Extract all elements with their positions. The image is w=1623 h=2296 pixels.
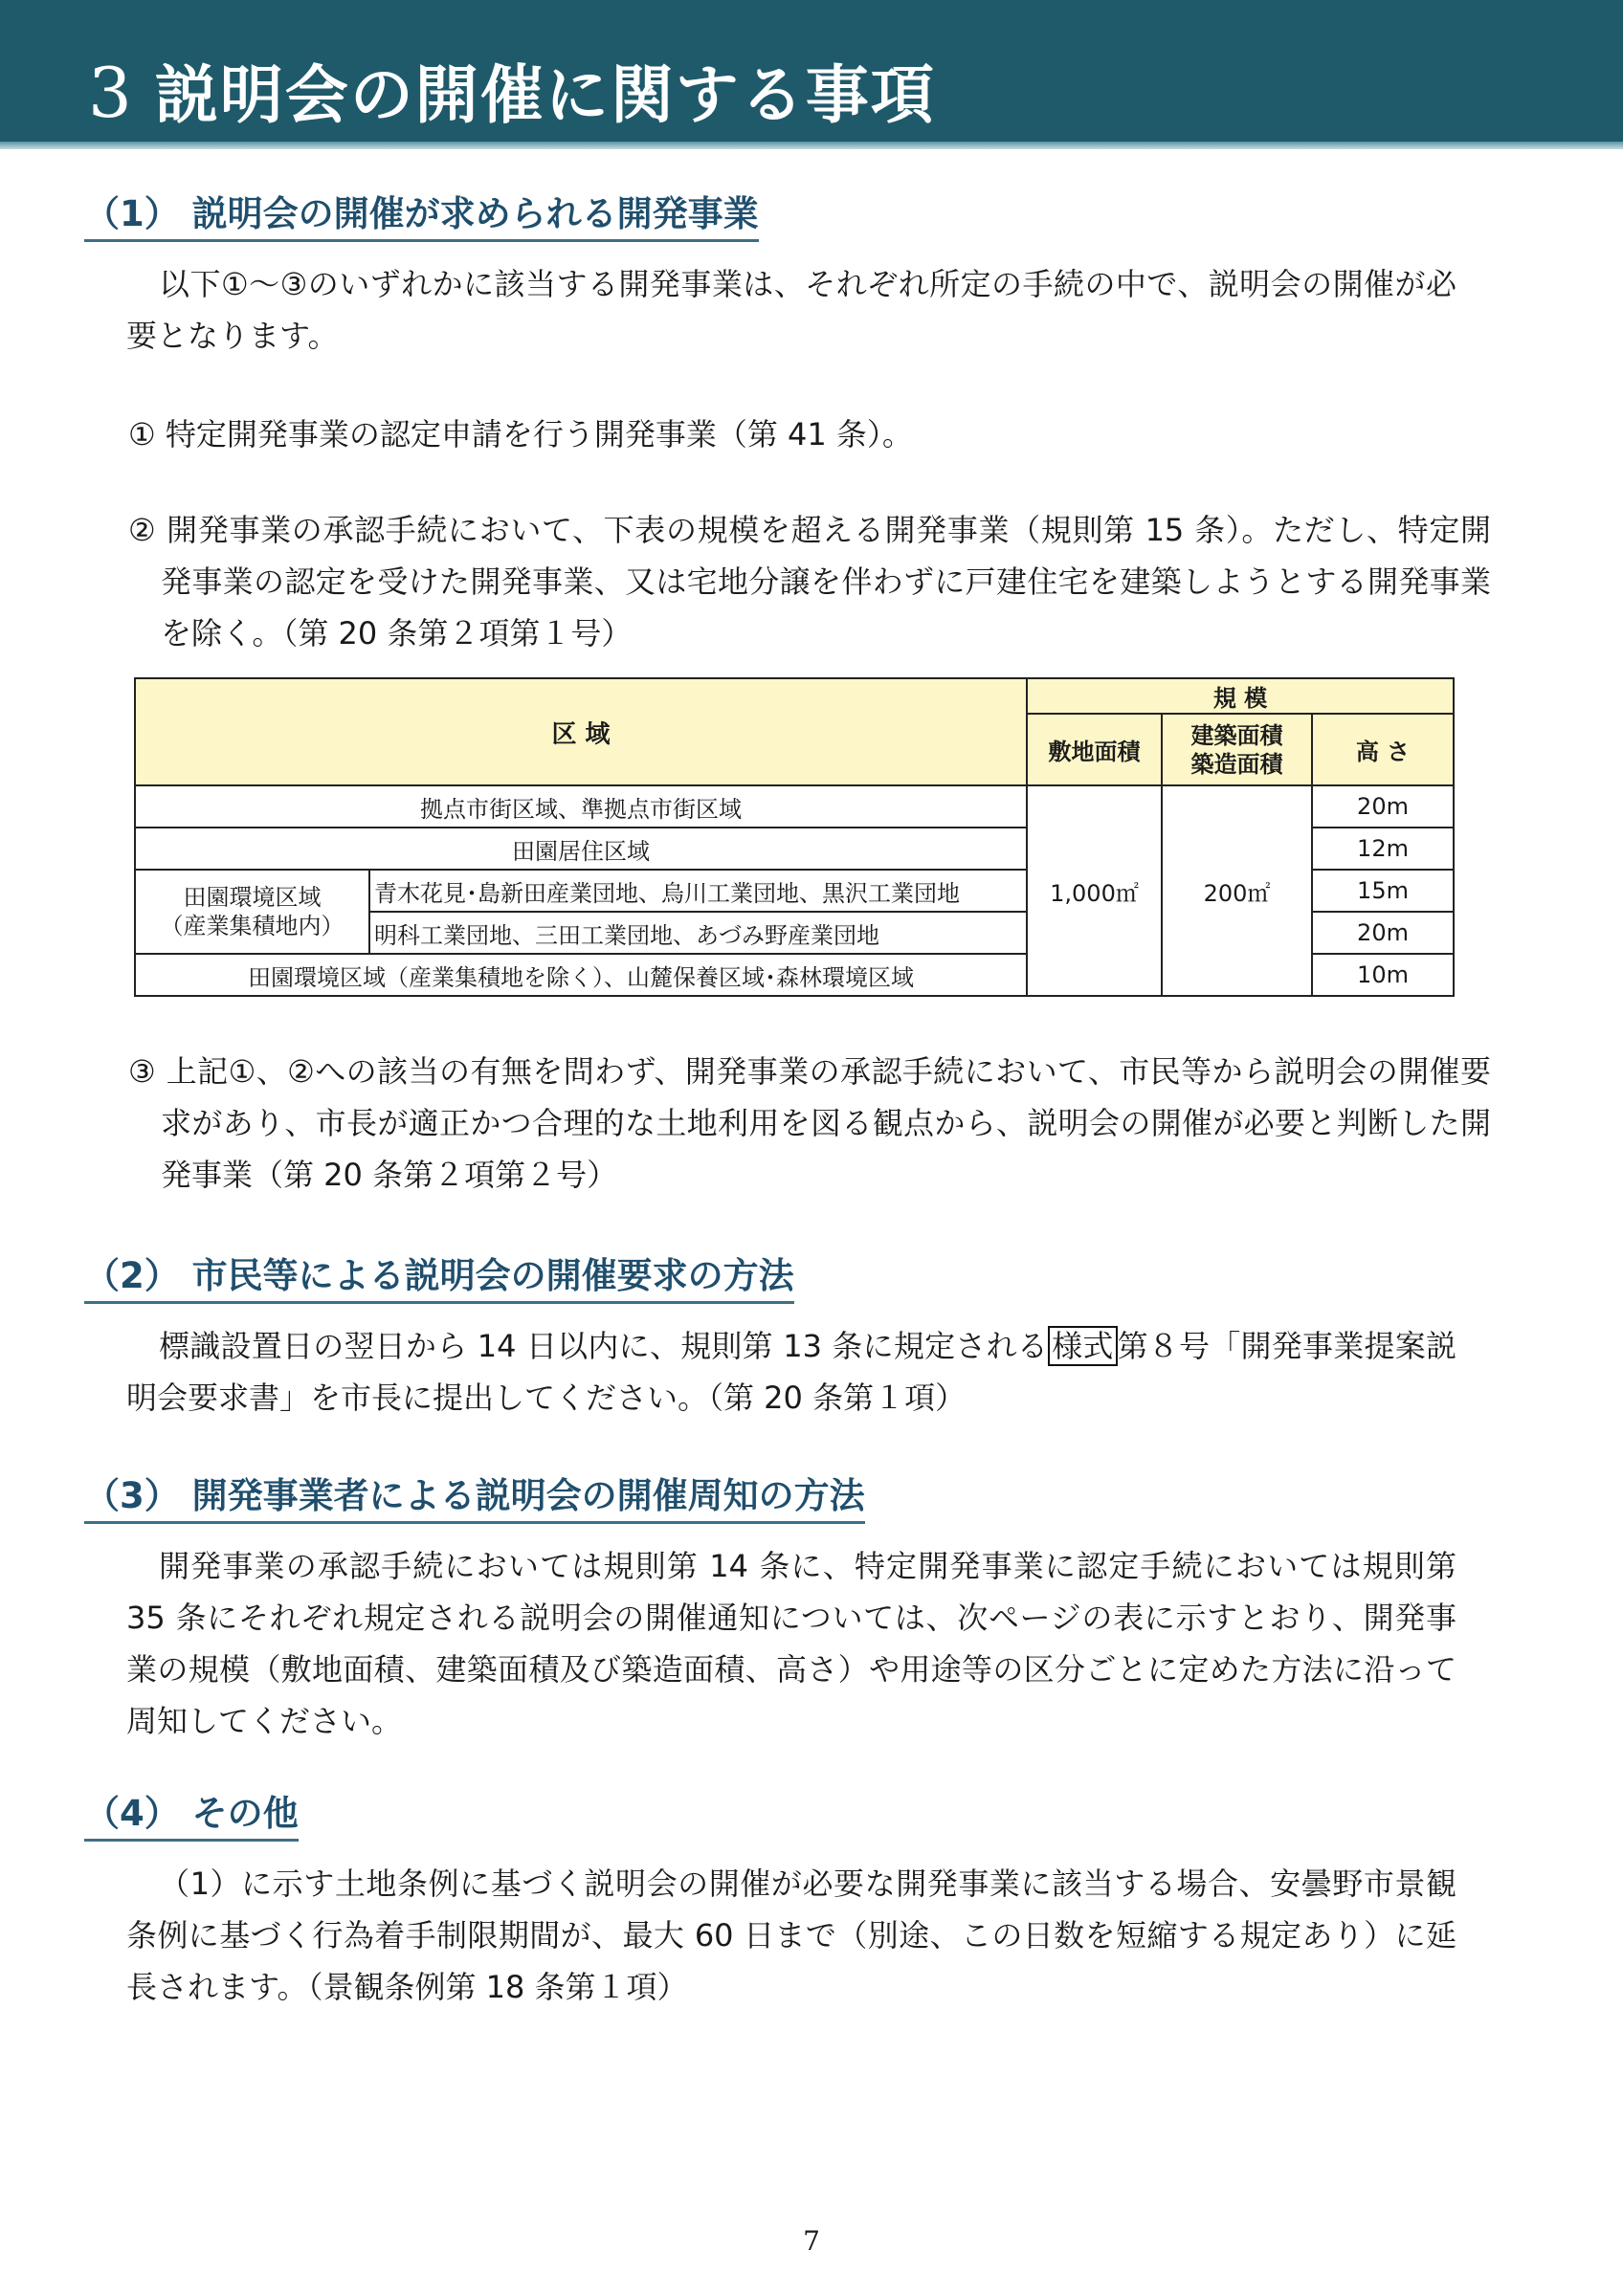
- section-4-heading: （4） その他: [84, 1791, 299, 1842]
- height-cell: 10m: [1312, 954, 1454, 996]
- header-scale: 規 模: [1027, 678, 1454, 714]
- height-cell: 12m: [1312, 828, 1454, 870]
- table-row: [135, 785, 1454, 828]
- header-building-area: [1162, 714, 1312, 785]
- header-height: 高 さ: [1312, 714, 1454, 785]
- subzone-cell: 青木花見･島新田産業団地、烏川工業団地、黒沢工業団地: [369, 870, 1027, 912]
- chapter-title: 説明会の開催に関する事項: [154, 58, 936, 132]
- scale-threshold-table: [134, 677, 1455, 997]
- page-number: 7: [803, 2225, 820, 2257]
- building-area-cell: 200㎡: [1162, 785, 1312, 996]
- section-3-heading: （3） 開発事業者による説明会の開催周知の方法: [84, 1473, 865, 1524]
- zone-cell: 田園環境区域（産業集積地を除く）、山麓保養区域･森林環境区域: [135, 954, 1027, 996]
- section-2-text: [126, 1320, 1456, 1424]
- zone-group-line1: 田園環境区域: [183, 884, 322, 911]
- subzone-cell: 明科工業団地、三田工業団地、あづみ野産業団地: [369, 912, 1027, 954]
- section-1-intro: 以下①〜③のいずれかに該当する開発事業は、それぞれ所定の手続の中で、説明会の開催が必要となります。: [126, 266, 1456, 354]
- page-title: [88, 50, 936, 139]
- section-2-heading: （2） 市民等による説明会の開催要求の方法: [84, 1253, 794, 1304]
- chapter-number: 3: [88, 53, 134, 133]
- section-4-text: （1）に示す土地条例に基づく説明会の開催が必要な開発事業に該当する場合、安曇野市景観条例に基づく行為着手制限期間が、最大 60 日まで（別途、この日数を短縮する規定あり）に延長されます。（景観条例第 18 条第１項）: [126, 1866, 1456, 2005]
- section-1-item-2: ② 開発事業の承認手続において、下表の規模を超える開発事業（規則第 15 条）。ただし、特定開発事業の認定を受けた開発事業、又は宅地分譲を伴わずに戸建住宅を建築しようとする開発事業を除く。（第 20 条第２項第１号）: [128, 512, 1491, 651]
- height-cell: 20m: [1312, 912, 1454, 954]
- header-zone: 区 域: [135, 678, 1027, 785]
- zone-group-cell: [135, 870, 369, 954]
- zone-cell: 拠点市街区域、準拠点市街区域: [135, 785, 1027, 828]
- section-3-text: 開発事業の承認手続においては規則第 14 条に、特定開発事業に認定手続においては規則第 35 条にそれぞれ規定される説明会の開催通知については、次ページの表に示すとおり、開発事業の規模（敷地面積、建築面積及び築造面積、高さ）や用途等の区分ごとに定めた方法に沿って周知してください。: [126, 1548, 1456, 1739]
- section-1-item-3: ③ 上記①、②への該当の有無を問わず、開発事業の承認手続において、市民等から説明会の開催要求があり、市長が適正かつ合理的な土地利用を図る観点から、説明会の開催が必要と判断した開発事業（第 20 条第２項第２号）: [128, 1053, 1491, 1193]
- site-area-cell: 1,000㎡: [1027, 785, 1162, 996]
- header-building-area-line2: 築造面積: [1190, 750, 1283, 778]
- height-cell: 20m: [1312, 785, 1454, 828]
- form-label-boxed: 様式: [1048, 1326, 1117, 1366]
- section-1-heading: （1） 説明会の開催が求められる開発事業: [84, 191, 759, 242]
- zone-group-line2: （産業集積地内）: [160, 913, 345, 939]
- header-band: [0, 0, 1623, 142]
- section-2-text-after: 第８号「開発事業提案説明会要求書」を市長に提出してください。（第 20 条第１項）: [126, 1328, 1456, 1416]
- header-site-area: 敷地面積: [1027, 714, 1162, 785]
- section-1-item-1: ① 特定開発事業の認定申請を行う開発事業（第 41 条）。: [128, 416, 913, 453]
- height-cell: 15m: [1312, 870, 1454, 912]
- section-2-text-before: 標識設置日の翌日から 14 日以内に、規則第 13 条に規定される: [159, 1328, 1049, 1364]
- header-building-area-line1: 建築面積: [1190, 721, 1283, 749]
- zone-cell: 田園居住区域: [135, 828, 1027, 870]
